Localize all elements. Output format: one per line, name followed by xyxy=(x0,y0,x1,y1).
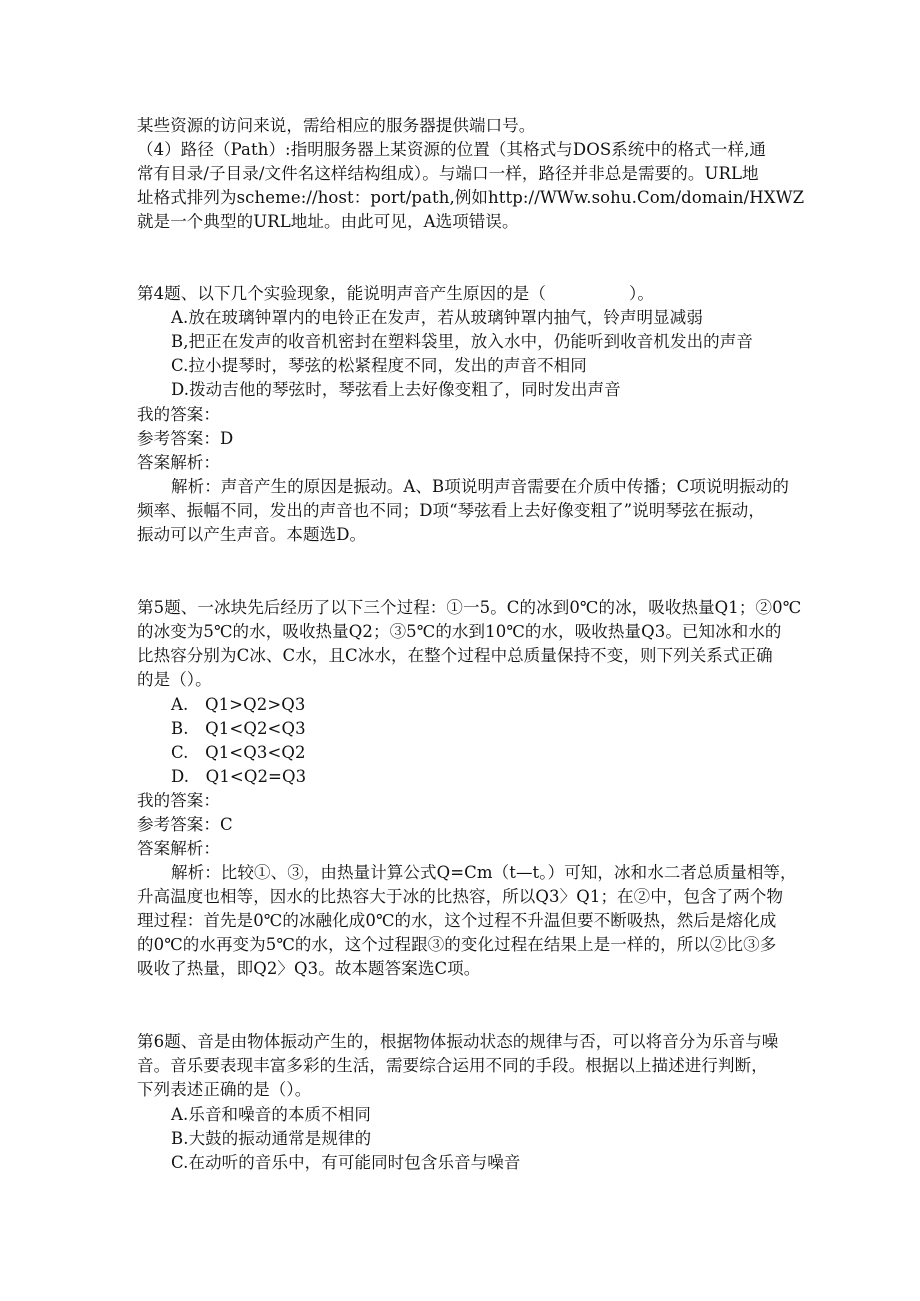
my-answer-label: 我的答案： xyxy=(137,405,220,424)
analysis-line: 升高温度也相等，因水的比热容大于冰的比热容，所以Q3〉Q1；在②中，包含了两个物 xyxy=(137,887,784,906)
option-d: D.拨动吉他的琴弦时，琴弦看上去好像变粗了，同时发出声音 xyxy=(171,380,621,399)
option-b: B,把正在发声的收音机密封在塑料袋里，放入水中，仍能听到收音机发出的声音 xyxy=(171,332,753,351)
analysis-line: 的0℃的水再变为5℃的水，这个过程跟③的变化过程在结果上是一样的，所以②比③多 xyxy=(137,935,777,954)
option-b: B.大鼓的振动通常是规律的 xyxy=(171,1129,372,1148)
analysis-line: 吸收了热量，即Q2〉Q3。故本题答案选C项。 xyxy=(137,959,481,978)
reference-answer: 参考答案：C xyxy=(137,815,233,834)
option-a: A.乐音和噪音的本质不相同 xyxy=(171,1105,371,1124)
analysis-label: 答案解析： xyxy=(137,453,220,472)
question-stem: 第6题、音是由物体振动产生的，根据物体振动状态的规律与否，可以将音分为乐音与噪 xyxy=(137,1032,779,1051)
intro-line: （4）路径（Path）:指明服务器上某资源的位置（其格式与DOS系统中的格式一样,通 xyxy=(137,140,767,159)
intro-line: 某些资源的访问来说，需给相应的服务器提供端口号。 xyxy=(137,116,536,135)
analysis-line: 解析：比较①、③，由热量计算公式Q=Cm（t—t。）可知，冰和水二者总质量相等， xyxy=(171,863,797,882)
option-d: D. Q1<Q2=Q3 xyxy=(171,767,307,786)
question-stem: 的冰变为5℃的水，吸收热量Q2；③5℃的水到10℃的水，吸收热量Q3。已知冰和水的 xyxy=(137,622,782,641)
option-c: C. Q1<Q3<Q2 xyxy=(171,743,306,762)
question-stem: 第4题、以下几个实验现象，能说明声音产生原因的是（ ）。 xyxy=(137,284,654,303)
analysis-line: 振动可以产生声音。本题选D。 xyxy=(137,525,367,544)
option-a: A. Q1>Q2>Q3 xyxy=(171,695,306,714)
intro-line: 就是一个典型的URL地址。由此可见，A选项错误。 xyxy=(137,212,519,231)
question-stem: 下列表述正确的是（）。 xyxy=(137,1080,312,1099)
question-stem: 的是（）。 xyxy=(137,670,212,689)
analysis-line: 频率、振幅不同，发出的声音也不同；D项“琴弦看上去好像变粗了”说明琴弦在振动， xyxy=(137,501,765,520)
intro-line: 常有目录/子目录/文件名这样结构组成）。与端口一样，路径并非总是需要的。URL地 xyxy=(137,164,759,183)
question-stem: 第5题、一冰块先后经历了以下三个过程：①一5。C的冰到0℃的冰，吸收热量Q1；②0℃ xyxy=(137,598,802,617)
reference-answer: 参考答案：D xyxy=(137,429,234,448)
intro-line: 址格式排列为scheme://host：port/path,例如http://WWw.sohu.Com/domain/HXWZ xyxy=(137,188,805,207)
my-answer-label: 我的答案： xyxy=(137,791,220,810)
analysis-label: 答案解析： xyxy=(137,839,220,858)
option-c: C.拉小提琴时，琴弦的松紧程度不同，发出的声音不相同 xyxy=(171,356,587,375)
analysis-line: 解析：声音产生的原因是振动。A、B项说明声音需要在介质中传播；C项说明振动的 xyxy=(171,477,789,496)
analysis-line: 理过程：首先是0℃的冰融化成0℃的水，这个过程不升温但要不断吸热，然后是熔化成 xyxy=(137,911,777,930)
question-stem: 比热容分别为C冰、C水，且C冰水，在整个过程中总质量保持不变，则下列关系式正确 xyxy=(137,646,773,665)
option-a: A.放在玻璃钟罩内的电铃正在发声，若从玻璃钟罩内抽气，铃声明显减弱 xyxy=(171,308,703,327)
option-b: B. Q1<Q2<Q3 xyxy=(171,719,306,738)
option-c: C.在动听的音乐中，有可能同时包含乐音与噪音 xyxy=(171,1153,521,1172)
question-stem: 音。音乐要表现丰富多彩的生活，需要综合运用不同的手段。根据以上描述进行判断， xyxy=(137,1056,768,1075)
